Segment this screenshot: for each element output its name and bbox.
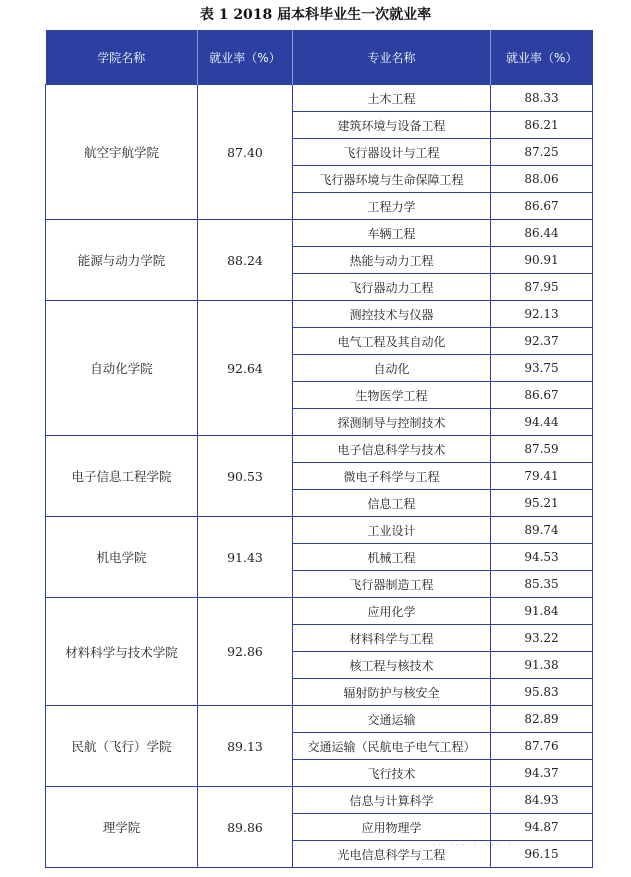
major-rate-cell: 87.95 [491,274,593,301]
major-name-cell: 核工程与核技术 [293,652,491,679]
major-name-cell: 微电子科学与工程 [293,463,491,490]
table-row [46,85,593,112]
major-name-cell: 信息与计算科学 [293,787,491,814]
major-rate-cell: 86.67 [491,193,593,220]
major-rate-cell: 87.25 [491,139,593,166]
major-rate-cell: 87.76 [491,733,593,760]
table-row [46,301,593,328]
table-row [46,598,593,625]
college-rate-cell: 92.86 [198,598,293,706]
header-row [46,30,593,85]
major-name-cell: 探测制导与控制技术 [293,409,491,436]
table-caption: 表 1 2018 届本科毕业生一次就业率 [199,7,432,23]
major-rate-cell: 96.15 [491,841,593,868]
table-row [46,220,593,247]
major-name-cell: 工业设计 [293,517,491,544]
table-row [46,706,593,733]
major-name-cell: 材料科学与工程 [293,625,491,652]
major-name-cell: 飞行器制造工程 [293,571,491,598]
major-rate-cell: 91.38 [491,652,593,679]
major-name-cell: 车辆工程 [293,220,491,247]
major-rate-cell: 86.67 [491,382,593,409]
college-rate-cell: 89.13 [198,706,293,787]
major-rate-cell: 86.21 [491,112,593,139]
major-name-cell: 热能与动力工程 [293,247,491,274]
major-rate-cell: 93.75 [491,355,593,382]
major-name-cell: 测控技术与仪器 [293,301,491,328]
major-rate-cell: 94.44 [491,409,593,436]
major-rate-cell: 88.33 [491,85,593,112]
major-name-cell: 工程力学 [293,193,491,220]
college-rate-cell: 87.40 [198,85,293,220]
major-rate-cell: 92.37 [491,328,593,355]
major-name-cell: 飞行器环境与生命保障工程 [293,166,491,193]
major-name-cell: 辐射防护与核安全 [293,679,491,706]
major-name-cell: 电气工程及其自动化 [293,328,491,355]
college-rate-cell: 91.43 [198,517,293,598]
major-name-cell: 土木工程 [293,85,491,112]
major-rate-cell: 93.22 [491,625,593,652]
table-row [46,787,593,814]
college-name-cell: 能源与动力学院 [46,220,198,301]
major-rate-cell: 92.13 [491,301,593,328]
major-rate-cell: 85.35 [491,571,593,598]
college-name-cell: 材料科学与技术学院 [46,598,198,706]
major-rate-cell: 95.21 [491,490,593,517]
header-college-rate: 就业率（%） [198,30,293,85]
major-name-cell: 飞行器设计与工程 [293,139,491,166]
major-name-cell: 飞行器动力工程 [293,274,491,301]
table-row [46,517,593,544]
header-major-name: 专业名称 [293,30,491,85]
watermark: ·· ··· · ··· · [432,838,514,852]
employment-rate-table [45,30,593,868]
major-name-cell: 电子信息科学与技术 [293,436,491,463]
major-rate-cell: 91.84 [491,598,593,625]
college-rate-cell: 90.53 [198,436,293,517]
major-name-cell: 应用化学 [293,598,491,625]
major-rate-cell: 82.89 [491,706,593,733]
major-rate-cell: 89.74 [491,517,593,544]
header-college-name: 学院名称 [46,30,198,85]
major-name-cell: 飞行技术 [293,760,491,787]
header-major-rate: 就业率（%） [491,30,593,85]
major-name-cell: 交通运输（民航电子电气工程） [293,733,491,760]
college-name-cell: 机电学院 [46,517,198,598]
college-rate-cell: 89.86 [198,787,293,868]
college-name-cell: 自动化学院 [46,301,198,436]
major-name-cell: 建筑环境与设备工程 [293,112,491,139]
major-name-cell: 信息工程 [293,490,491,517]
college-rate-cell: 92.64 [198,301,293,436]
major-rate-cell: 90.91 [491,247,593,274]
college-rate-cell: 88.24 [198,220,293,301]
major-rate-cell: 84.93 [491,787,593,814]
major-name-cell: 生物医学工程 [293,382,491,409]
college-name-cell: 理学院 [46,787,198,868]
major-rate-cell: 94.37 [491,760,593,787]
major-name-cell: 光电信息科学与工程 [293,841,491,868]
major-rate-cell: 94.87 [491,814,593,841]
major-rate-cell: 79.41 [491,463,593,490]
major-rate-cell: 94.53 [491,544,593,571]
major-rate-cell: 87.59 [491,436,593,463]
major-name-cell: 交通运输 [293,706,491,733]
college-name-cell: 民航（飞行）学院 [46,706,198,787]
major-name-cell: 机械工程 [293,544,491,571]
table-row [46,436,593,463]
major-name-cell: 自动化 [293,355,491,382]
major-rate-cell: 95.83 [491,679,593,706]
major-name-cell: 应用物理学 [293,814,491,841]
table-body [46,85,593,868]
major-rate-cell: 88.06 [491,166,593,193]
major-rate-cell: 86.44 [491,220,593,247]
college-name-cell: 航空宇航学院 [46,85,198,220]
college-name-cell: 电子信息工程学院 [46,436,198,517]
